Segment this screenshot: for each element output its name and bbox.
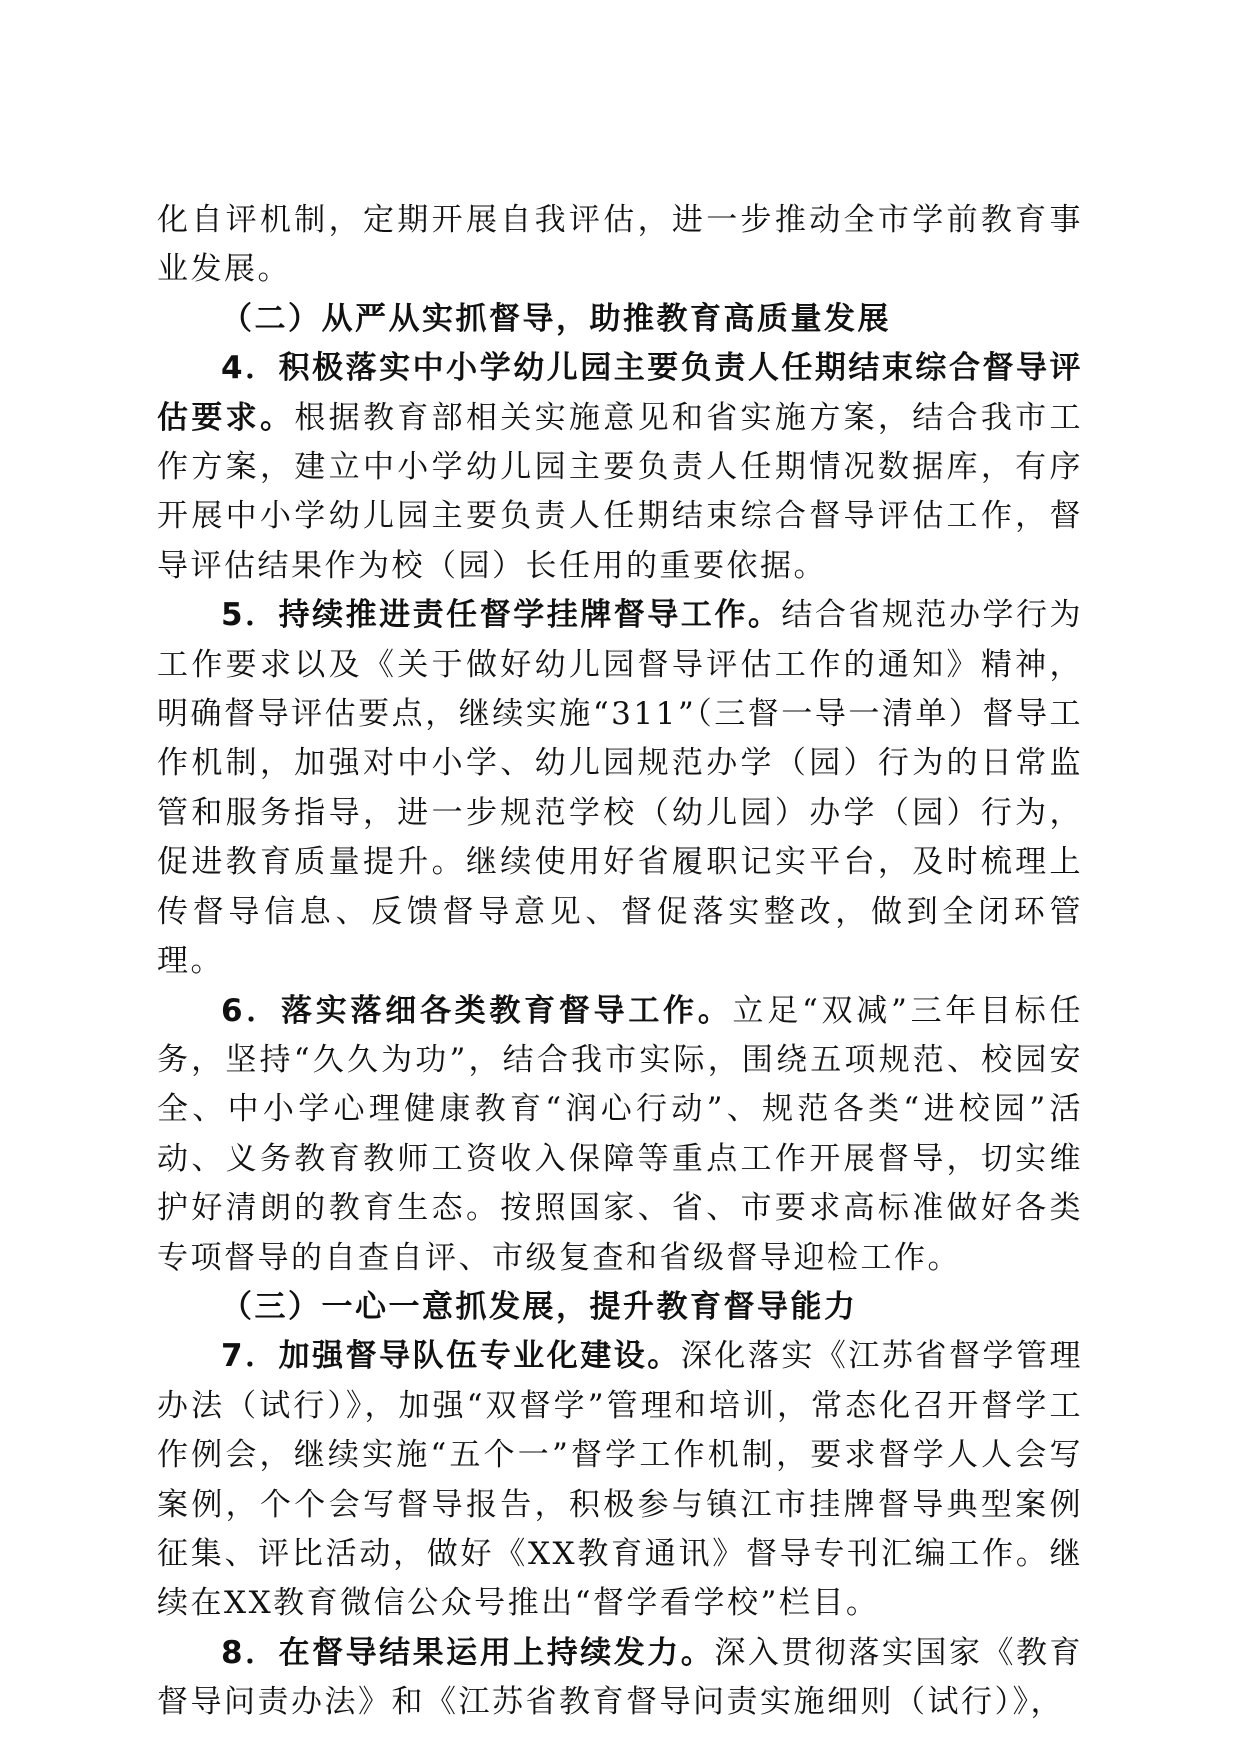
paragraph-continued	[157, 196, 1083, 295]
section-heading-text: （二）从严从实抓督导，助推教育高质量发展	[221, 300, 891, 337]
item-lead-text: 5．持续推进责任督学挂牌督导工作。	[221, 597, 782, 634]
paragraph-item-7	[157, 1332, 1083, 1628]
document-page	[157, 196, 1083, 1728]
paragraph-item-4	[157, 344, 1083, 591]
paragraph-item-5	[157, 591, 1083, 986]
paragraph-text: 化自评机制，定期开展自我评估，进一步推动全市学前教育事业发展。	[157, 202, 1083, 288]
item-lead-text: 7．加强督导队伍专业化建设。	[221, 1338, 681, 1375]
item-body-text: 立足“双减”三年目标任务，坚持“久久为功”，结合我市实际，围绕五项规范、校园安全、中小学心理健康教育“润心行动”、规范各类“进校园”活动、义务教育教师工资收入保障等重点工作开展督导，切实维护好清朗的教育生态。按照国家、省、市要求高标准做好各类专项督导的自查自评、市级复查和省级督导迎检工作。	[157, 992, 1083, 1276]
paragraph-item-6	[157, 987, 1083, 1283]
paragraph-item-8	[157, 1629, 1083, 1728]
section-heading-text: （三）一心一意抓发展，提升教育督导能力	[221, 1288, 858, 1325]
item-body-text: 深入贯彻落实国家《教育督导问责办法》和《江苏省教育督导问责实施细则（试行）》，	[157, 1634, 1083, 1721]
item-lead-text: 4．积极落实中小学幼儿园主要负责人任期结束综合督导评估要求。	[157, 350, 1083, 436]
item-lead-text: 8．在督导结果运用上持续发力。	[221, 1634, 715, 1671]
item-body-text: 根据教育部相关实施意见和省实施方案，结合我市工作方案，建立中小学幼儿园主要负责人任期情况数据库，有序开展中小学幼儿园主要负责人任期结束综合督导评估工作，督导评估结果作为校（园）长任用的重要依据。	[157, 399, 1084, 584]
item-lead-text: 6．落实落细各类教育督导工作。	[221, 992, 733, 1029]
section-heading-2	[157, 295, 1083, 344]
item-body-text: 深化落实《江苏省督学管理办法（试行）》，加强“双督学”管理和培训，常态化召开督学工作例会，继续实施“五个一”督学工作机制，要求督学人人会写案例，个个会写督导报告，积极参与镇江市挂牌督导典型案例征集、评比活动，做好《XX教育通讯》督导专刊汇编工作。继续在XX教育微信公众号推出“督学看学校”栏目。	[157, 1338, 1083, 1622]
item-body-text: 结合省规范办学行为工作要求以及《关于做好幼儿园督导评估工作的通知》精神，明确督导评估要点，继续实施“311”（三督一导一清单）督导工作机制，加强对中小学、幼儿园规范办学（园）行为的日常监管和服务指导，进一步规范学校（幼儿园）办学（园）行为，促进教育质量提升。继续使用好省履职记实平台，及时梳理上传督导信息、反馈督导意见、督促落实整改，做到全闭环管理。	[157, 597, 1083, 980]
section-heading-3	[157, 1283, 1083, 1332]
